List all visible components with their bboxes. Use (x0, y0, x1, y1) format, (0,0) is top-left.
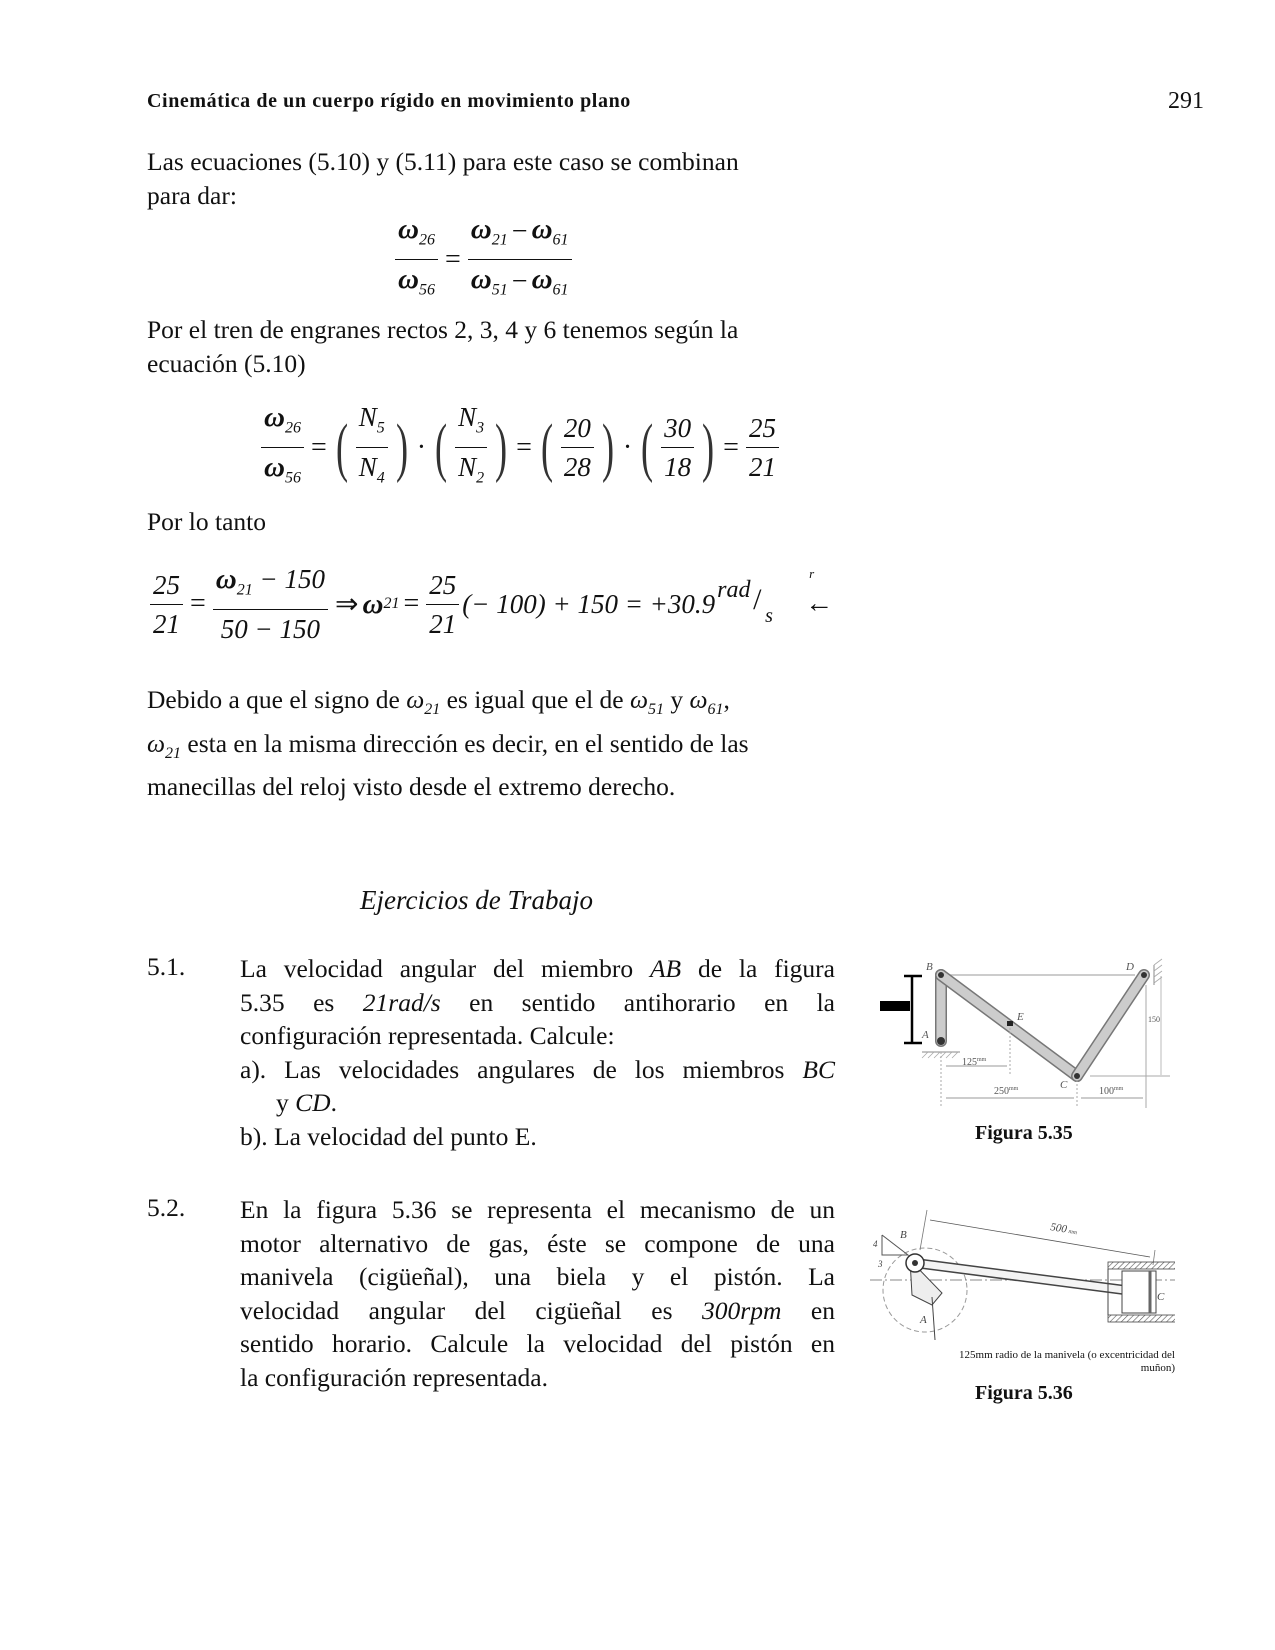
section-title: Ejercicios de Trabajo (360, 885, 593, 915)
svg-text:C: C (1157, 1291, 1165, 1303)
exercise-number: 5.2. (147, 1193, 186, 1222)
svg-text:250mm: $250^{mm}$ (994, 1086, 1019, 1097)
svg-text:B: B (900, 1229, 907, 1241)
conclusion-paragraph: Debido a que el signo de $\omega_{21}$ es igual que el de $\omega_{51}$ y $\omega_{61}$, $\omega_{21}$ esta en la misma dirección es decir, en el sentido de las manecillas del reloj visto desde el extremo derecho. (147, 685, 749, 802)
eq1-rhs-fraction: $\frac{\omega_{21} - \omega_{61}}{\omega_{51} - \omega_{61}}$ (468, 212, 572, 308)
equation-gear-ratio: $\frac{\omega_{26}}{\omega_{56}}$ = ( $\frac{N_5}{N_4}$ ) · ( $\frac{N_3}{N_2}$ ) = ( $\frac{20}{28}$ ) · ( $\frac{30}{18}$ ) = $\frac{25}{21}$ (258, 400, 782, 496)
svg-text:500mm: 500mm (1049, 1221, 1078, 1237)
figure-5-35-linkage-diagram (870, 940, 1170, 1110)
svg-text:150: 150 (1148, 1015, 1160, 1024)
svg-text:A: A (922, 1029, 929, 1041)
gear-train-paragraph: Por el tren de engranes rectos 2, 3, 4 y 6 tenemos según la ecuación (5.10) (147, 315, 739, 378)
running-header-title: Cinemática de un cuerpo rígido en movimiento plano (147, 90, 631, 112)
exercise-5-2-text: En la figura 5.36 se representa el mecanismo de un motor alternativo de gas, éste se compone de una manivela (cigüeñal), una biela y el pistón. La velocidad angular del cigüeñal es 300rpm en sentido horario. Calcule la velocidad del pistón en la configuración representada. (240, 1195, 835, 1392)
therefore-text: Por lo tanto (147, 507, 266, 536)
svg-text:125mm: $125^{mm}$ (962, 1057, 987, 1068)
svg-text:100mm: $100^{mm}$ (1099, 1086, 1124, 1097)
svg-text:A: A (920, 1314, 927, 1326)
exercise-5-1-text: La velocidad angular del miembro AB de la figura 5.35 es 21rad/s en sentido antihorario en la configuración representada. Calcule: a). Las velocidades angulares de los miembros BC y CD. b). La velocidad del punto E. (240, 954, 835, 1151)
figure-5-36-engine-mechanism (870, 1205, 1175, 1345)
svg-text:E: E (1017, 1011, 1024, 1023)
intro-line-1: Las ecuaciones (5.10) y (5.11) para este caso se combinan (147, 147, 739, 176)
equation-omega-ratio: $\frac{\omega_{26}}{\omega_{56}}$ = $\frac{\omega_{21} - \omega_{61}}{\omega_{51} - \omega_{61}}$ (392, 212, 575, 308)
figure-5-36-caption: Figura 5.36 (975, 1382, 1073, 1404)
intro-paragraph (147, 145, 739, 212)
figure-5-36-note: 125mm radio de la manivela (o excentricidad del muñon) (959, 1349, 1175, 1374)
svg-text:B: B (926, 961, 933, 973)
clockwise-arrow-icon: r ← (805, 566, 834, 620)
equation-omega21-solution: $\frac{25}{21}$ = $\frac{\omega_{21} - 150}{50 - 150}$ ⇒ ω 21 = $\frac{25}{21}$ (− 100) + 150 = +30.9 rad / s r ← (147, 562, 833, 646)
svg-text:3: 3 (878, 1259, 883, 1269)
intro-line-2: para dar: (147, 180, 237, 210)
page-number: 291 (1168, 88, 1204, 114)
svg-text:D: D (1126, 961, 1134, 973)
figure-5-35-caption: Figura 5.35 (975, 1122, 1073, 1144)
svg-text:C: C (1060, 1079, 1068, 1091)
unit-rad-per-s: rad / s (717, 577, 773, 628)
svg-text:4: 4 (873, 1239, 878, 1249)
eq1-lhs-fraction: $\frac{\omega_{26}}{\omega_{56}}$ (395, 212, 438, 308)
exercise-number: 5.1. (147, 952, 186, 981)
